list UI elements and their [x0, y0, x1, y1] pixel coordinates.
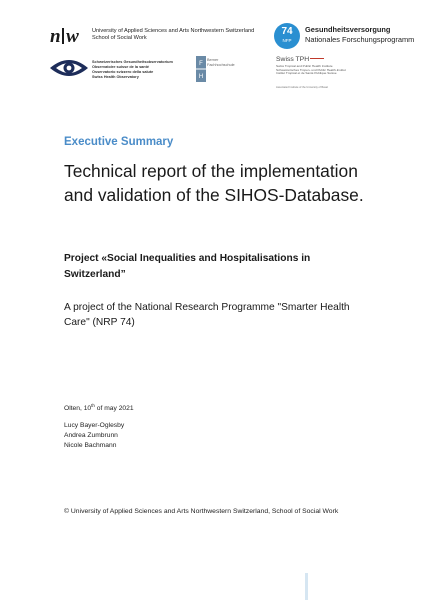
place-and-date: Olten, 10th of may 2021 [64, 403, 134, 413]
document-type-label: Executive Summary [64, 136, 174, 148]
obsan-name: Schweizerisches Gesundheitsobservatorium Observatoire suisse de la santé Osservatorio svizzero della salute Swiss Health Observatory [92, 60, 173, 79]
report-title: Technical report of the implementation and validation of the SIHOS-Database. [64, 161, 364, 205]
swiss-tph-logo: Swiss TPH [276, 56, 324, 63]
decorative-stripe [305, 573, 308, 600]
fhnw-name: University of Applied Sciences and Arts Northwestern Switzerland School of Social Work [92, 28, 255, 41]
nfp-programme-name: Gesundheitsversorgung Nationales Forschungsprogramm [305, 25, 415, 44]
author-name: Nicole Bachmann [64, 442, 117, 449]
author-list [64, 421, 124, 451]
programme-text: A project of the National Research Programme "Smarter Health Care" (NRP 74) [64, 302, 350, 328]
bfh-logo [196, 56, 206, 82]
fhnw-logo: n w [50, 26, 79, 47]
svg-text:F: F [199, 61, 203, 67]
obsan-eye-logo [48, 56, 90, 80]
swiss-tph-subtitle: Swiss Tropical and Public Health Institute Schweizerisches Tropen- und Public Health-Institut Institut Tropical et de Santé Publique Suisse [276, 64, 346, 76]
swiss-tph-footer: Associated Institute of the University of Basel [276, 86, 328, 89]
nfp74-logo: 74 NFP [274, 23, 300, 49]
author-name: Lucy Bayer-Oglesby [64, 422, 125, 429]
author-name: Andrea Zumbrunn [64, 432, 118, 439]
project-title: Project «Social Inequalities and Hospitalisations in Switzerland” [64, 253, 311, 280]
copyright-notice: © University of Applied Sciences and Arts Northwestern Switzerland, School of Social Work [64, 508, 339, 515]
bfh-name: Berner Fachhochschule [207, 58, 235, 67]
svg-text:H: H [198, 74, 204, 80]
